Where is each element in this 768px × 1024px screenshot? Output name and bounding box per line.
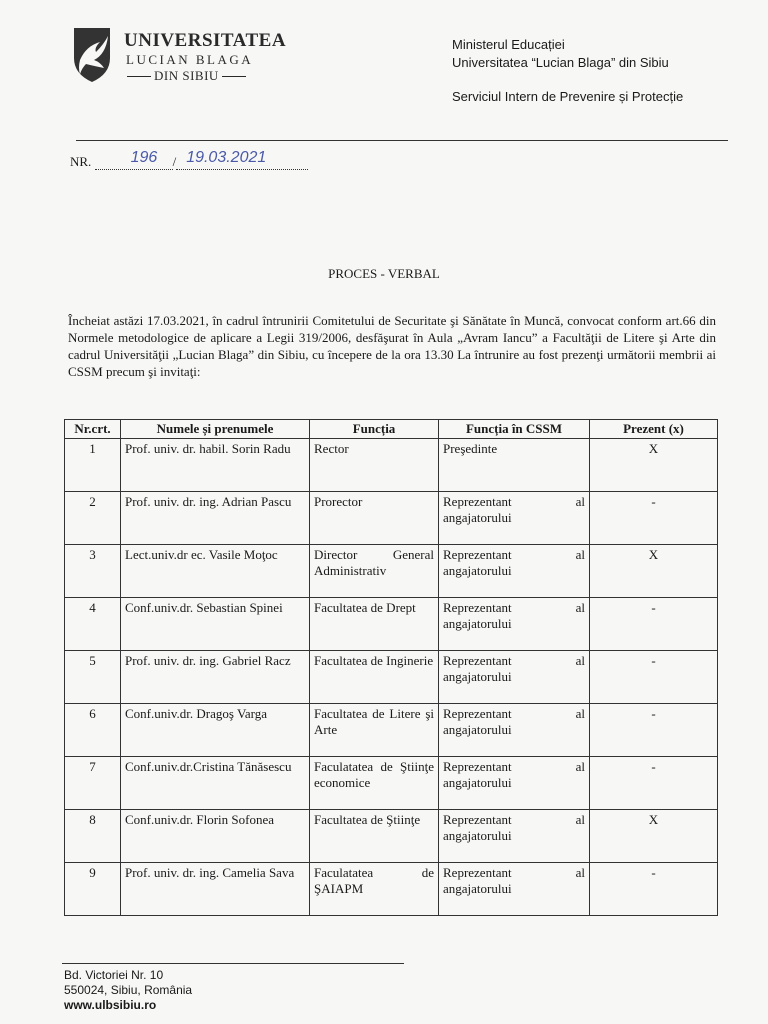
row-nr: 7: [65, 757, 121, 810]
table-row: [65, 810, 718, 863]
header-function: Funcția: [310, 420, 439, 439]
row-present: X: [590, 810, 718, 863]
footer-divider: [62, 963, 404, 964]
logo-line-3-text: DIN SIBIU: [154, 68, 219, 83]
row-nr: 3: [65, 545, 121, 598]
row-present: X: [590, 439, 718, 492]
cssm-part-b: al: [575, 812, 585, 827]
cssm-part-a: Reprezentant: [443, 706, 512, 721]
header-divider: [76, 140, 728, 141]
header-cssm-function: Funcția în CSSM: [439, 420, 590, 439]
cssm-part-a: Reprezentant: [443, 865, 512, 880]
cssm-part-c: angajatorului: [443, 616, 512, 631]
header-institution: [452, 36, 683, 106]
table-row: [65, 651, 718, 704]
registration-label: NR.: [70, 154, 92, 169]
cssm-part-c: angajatorului: [443, 669, 512, 684]
university-logo: [70, 24, 300, 88]
cssm-part-c: angajatorului: [443, 775, 512, 790]
table-row: [65, 863, 718, 916]
cssm-part-b: al: [575, 706, 585, 721]
row-cssm-function: [439, 704, 590, 757]
phoenix-emblem-icon: [70, 24, 116, 84]
cssm-part-a: Reprezentant: [443, 759, 512, 774]
table-row: [65, 757, 718, 810]
row-name: Prof. univ. dr. ing. Gabriel Racz: [121, 651, 310, 704]
header-name: Numele și prenumele: [121, 420, 310, 439]
document-title: PROCES - VERBAL: [328, 266, 440, 281]
table-row: [65, 545, 718, 598]
members-table: [64, 419, 718, 916]
row-name: Conf.univ.dr. Dragoş Varga: [121, 704, 310, 757]
registration-number-field: [95, 149, 173, 170]
cssm-part-a: Reprezentant: [443, 653, 512, 668]
table-header-row: [65, 420, 718, 439]
row-function: Faculatatea de ŞAIAPM: [310, 863, 439, 916]
cssm-part-a: Reprezentant: [443, 547, 512, 562]
row-cssm-function: [439, 598, 590, 651]
cssm-part-c: angajatorului: [443, 722, 512, 737]
row-function: Facultatea de Inginerie: [310, 651, 439, 704]
logo-line-3: [124, 68, 249, 84]
row-function: Facultatea de Ştiinţe: [310, 810, 439, 863]
cssm-part-a: Reprezentant: [443, 600, 512, 615]
row-cssm-function: [439, 492, 590, 545]
footer-website-link[interactable]: www.ulbsibiu.ro: [64, 998, 157, 1012]
footer-city: 550024, Sibiu, România: [64, 983, 193, 997]
row-cssm-function: [439, 757, 590, 810]
table-row: [65, 704, 718, 757]
row-cssm-function: [439, 439, 590, 492]
row-function: Facultatea de Litere şi Arte: [310, 704, 439, 757]
header-present: Prezent (x): [590, 420, 718, 439]
footer: [64, 968, 192, 1013]
row-cssm-function: [439, 545, 590, 598]
row-nr: 5: [65, 651, 121, 704]
row-nr: 2: [65, 492, 121, 545]
cssm-part-b: al: [575, 600, 585, 615]
service-name: Serviciul Intern de Prevenire și Protecție: [452, 89, 684, 104]
footer-address: Bd. Victoriei Nr. 10: [64, 968, 164, 982]
handwritten-date: 19.03.2021: [186, 149, 267, 166]
row-name: Prof. univ. dr. habil. Sorin Radu: [121, 439, 310, 492]
table-row: [65, 439, 718, 492]
row-nr: 6: [65, 704, 121, 757]
logo-line-2: LUCIAN BLAGA: [126, 52, 254, 67]
row-present: -: [590, 863, 718, 916]
cssm-part-b: al: [575, 494, 585, 509]
row-function: Facultatea de Drept: [310, 598, 439, 651]
row-name: Prof. univ. dr. ing. Camelia Sava: [121, 863, 310, 916]
row-cssm-function: [439, 810, 590, 863]
handwritten-number: 196: [130, 149, 158, 166]
row-present: -: [590, 651, 718, 704]
cssm-part-b: al: [575, 653, 585, 668]
university-name: Universitatea “Lucian Blaga” din Sibiu: [452, 55, 669, 70]
row-function: Faculatatea de Ştiinţe economice: [310, 757, 439, 810]
row-present: -: [590, 598, 718, 651]
cssm-part-c: angajatorului: [443, 881, 512, 896]
row-name: Prof. univ. dr. ing. Adrian Pascu: [121, 492, 310, 545]
row-nr: 1: [65, 439, 121, 492]
row-nr: 9: [65, 863, 121, 916]
row-name: Conf.univ.dr. Sebastian Spinei: [121, 598, 310, 651]
row-function: Director General Administrativ: [310, 545, 439, 598]
ministry-name: Ministerul Educației: [452, 37, 565, 52]
registration-number: NR. 196 / 19.03.2021: [70, 154, 308, 170]
row-present: -: [590, 492, 718, 545]
logo-line-1: UNIVERSITATEA: [124, 30, 287, 51]
cssm-part-b: al: [575, 547, 585, 562]
row-function: Prorector: [310, 492, 439, 545]
row-name: Conf.univ.dr. Florin Sofonea: [121, 810, 310, 863]
row-present: -: [590, 704, 718, 757]
cssm-part-c: angajatorului: [443, 563, 512, 578]
row-present: -: [590, 757, 718, 810]
cssm-part-b: al: [575, 759, 585, 774]
row-cssm-function: [439, 863, 590, 916]
row-nr: 8: [65, 810, 121, 863]
cssm-part-b: al: [575, 865, 585, 880]
header-nr: Nr.crt.: [65, 420, 121, 439]
row-function: Rector: [310, 439, 439, 492]
cssm-part-a: Reprezentant: [443, 812, 512, 827]
row-name: Conf.univ.dr.Cristina Tănăsescu: [121, 757, 310, 810]
cssm-part-c: angajatorului: [443, 510, 512, 525]
cssm-part-a: Reprezentant: [443, 494, 512, 509]
row-cssm-function: [439, 651, 590, 704]
intro-paragraph: Încheiat astăzi 17.03.2021, în cadrul întrunirii Comitetului de Securitate şi Sănătate în Muncă, convocat conform art.66 din Normele metodologice de aplicare a Legii 319/2006, desfăşurat în Aula „Avram Iancu” a Facultăţii de Litere şi Arte din cadrul Universităţii „Lucian Blaga” din Sibiu, cu începere de la ora 13.30 La întrunire au fost prezenţi următorii membrii ai CSSM precum şi invitaţi:: [68, 313, 716, 379]
cssm-part-a: Preşedinte: [443, 441, 498, 456]
table-row: [65, 492, 718, 545]
row-nr: 4: [65, 598, 121, 651]
registration-date-field: [176, 149, 308, 170]
cssm-part-c: angajatorului: [443, 828, 512, 843]
row-present: X: [590, 545, 718, 598]
row-name: Lect.univ.dr ec. Vasile Moţoc: [121, 545, 310, 598]
table-row: [65, 598, 718, 651]
